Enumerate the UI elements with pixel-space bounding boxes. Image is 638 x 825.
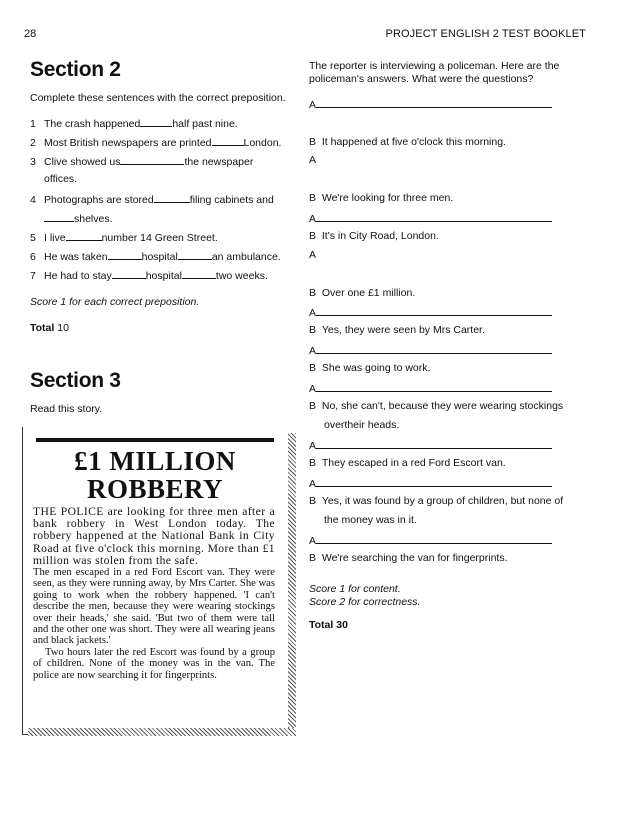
blank [182, 268, 216, 279]
answer-blank[interactable] [316, 438, 552, 449]
section-2-title: Section 2 [30, 58, 121, 81]
item-number: 1 [30, 118, 36, 130]
section-2-instruction: Complete these sentences with the correct preposition. [30, 92, 286, 104]
exercise-item-continued: shelves. [44, 211, 113, 225]
blank [212, 135, 244, 146]
interview-intro: The reporter is interviewing a policeman. Here are the [309, 60, 560, 72]
running-head: PROJECT ENGLISH 2 TEST BOOKLET [385, 28, 586, 40]
page-number: 28 [24, 28, 37, 40]
answer-line: B She was going to work. [309, 362, 431, 374]
answer-line: B It's in City Road, London. [309, 230, 439, 242]
exercise-item: 6 He was taken hospital an ambulance. [30, 251, 281, 263]
section-2-score: Score 1 for each correct preposition. [30, 296, 200, 308]
exercise-item: 5 I live number 14 Green Street. [30, 232, 218, 244]
answer-line: B It happened at five o'clock this morning. [309, 136, 506, 148]
section-3-title: Section 3 [30, 369, 121, 392]
question-line[interactable]: A [309, 381, 552, 395]
blank [120, 154, 184, 165]
interview-intro: policeman's answers. What were the questions? [309, 73, 534, 85]
section-2-total: Total 10 [30, 322, 69, 334]
answer-line-continued: overtheir heads. [324, 419, 400, 431]
answer-blank[interactable] [316, 381, 552, 392]
exercise-item: 4 Photographs are stored filing cabinets and [30, 194, 274, 206]
blank [112, 268, 146, 279]
blank [66, 230, 102, 241]
answer-blank[interactable] [316, 211, 552, 222]
article-lead: THE POLICE are looking for three men after a bank robbery in West London today. The robbery happened at the National Bank in City Road at five o'clock this morning. More than £1 million was stolen from the safe. [33, 505, 275, 567]
exercise-item-continued: offices. [44, 173, 78, 185]
answer-blank[interactable] [316, 305, 552, 316]
answer-line: B Yes, it was found by a group of children, but none of [309, 495, 564, 507]
question-line[interactable]: A [309, 343, 552, 357]
answer-line: B We're searching the van for fingerprints. [309, 552, 508, 564]
clipping-shadow [288, 433, 296, 736]
answer-line: B Yes, they were seen by Mrs Carter. [309, 324, 485, 336]
article-headline-line-1: £1 MILLION [74, 446, 236, 476]
exercise-item: 2 Most British newspapers are printed London. [30, 137, 282, 149]
question-line[interactable]: A [309, 533, 552, 547]
exercise-item: 1 The crash happened half past nine. [30, 118, 238, 130]
blank [178, 249, 212, 260]
answer-line: B We're looking for three men. [309, 192, 454, 204]
question-line[interactable]: A [309, 154, 317, 166]
answer-blank[interactable] [316, 533, 552, 544]
article-headline-line-2: ROBBERY [86, 474, 224, 504]
exercise-item: 3 Clive showed us the newspaper [30, 156, 254, 168]
answer-line-continued: the money was in it. [324, 514, 417, 526]
blank [108, 249, 142, 260]
section-3-instruction: Read this story. [30, 403, 103, 415]
interview-score: Score 1 for content. [309, 583, 401, 595]
interview-score: Score 2 for correctness. [309, 596, 421, 608]
article-paragraph: Two hours later the red Escort was found by a group of children. None of the money was in the van. The police are now searching it for fingerprints. [33, 646, 275, 681]
answer-blank[interactable] [316, 97, 552, 108]
blank [140, 116, 172, 127]
question-line[interactable]: A [309, 438, 552, 452]
clipping-rule [36, 438, 274, 442]
question-line[interactable]: A [309, 305, 552, 319]
answer-line: B Over one £1 million. [309, 287, 416, 299]
article-body [33, 506, 275, 681]
answer-blank[interactable] [316, 476, 552, 487]
article-paragraph: The men escaped in a red Ford Escort van. They were seen, as they were running away, by Mrs Carter. She was going to work when the robbery happened. 'I can't describe the men, because they were wearing stockings over their heads,' she said. 'But two of them were tall and the other one was short. They were all wearing jeans and black jackets.' [33, 567, 275, 647]
interview-total: Total 30 [309, 619, 348, 631]
clipping-shadow [28, 728, 296, 736]
answer-blank[interactable] [316, 343, 552, 354]
question-line[interactable]: A [309, 211, 552, 225]
exercise-item: 7 He had to stay hospital two weeks. [30, 270, 268, 282]
question-line[interactable]: A [309, 249, 317, 261]
blank [154, 192, 190, 203]
answer-line: B They escaped in a red Ford Escort van. [309, 457, 506, 469]
question-line[interactable]: A [309, 97, 552, 111]
blank [44, 211, 74, 222]
answer-line: B No, she can't, because they were wearing stockings [309, 400, 564, 412]
question-line[interactable]: A [309, 476, 552, 490]
